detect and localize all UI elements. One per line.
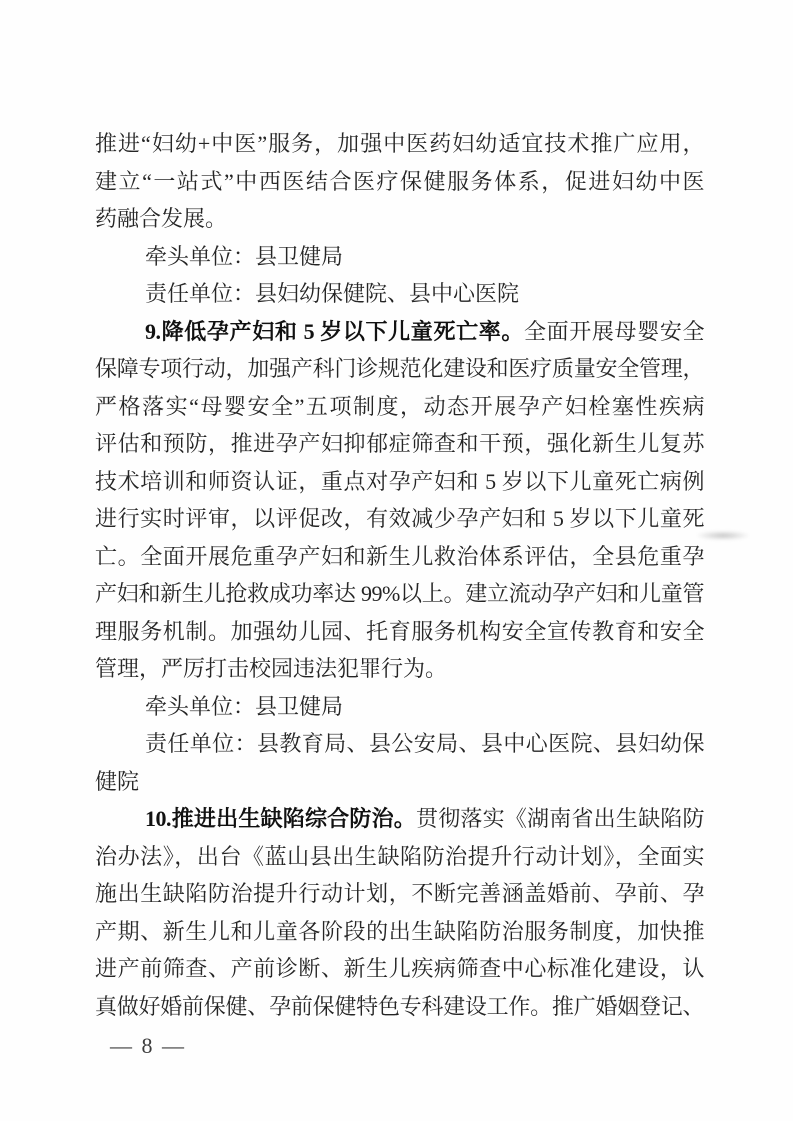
section-9-body-line: 技术培训和师资认证，重点对孕产妇和 5 岁以下儿童死亡病例 <box>95 468 704 494</box>
page-number: — 8 — <box>110 1033 186 1058</box>
section-10-heading: 10.推进出生缺陷综合防治。 <box>145 806 416 831</box>
section-10-opening-line <box>95 800 704 838</box>
section-9-body-line: 产妇和新生儿抢救成功率达 99%以上。建立流动孕产妇和儿童管 <box>95 581 704 606</box>
section-10-body-line: 产期、新生儿和儿童各阶段的出生缺陷防治服务制度，加快推 <box>95 918 704 944</box>
responsible-unit-line: 责任单位：县教育局、县公安局、县中心医院、县妇幼保 <box>145 731 704 756</box>
section-10-body-line: 真做好婚前保健、孕前保健特色专科建设工作。推广婚姻登记、 <box>95 993 704 1019</box>
section-10-body-line: 进产前筛查、产前诊断、新生儿疾病筛查中心标准化建设，认 <box>95 956 704 981</box>
section-9-body-line: 严格落实“母婴安全”五项制度，动态开展孕产妇栓塞性疾病 <box>95 393 704 419</box>
section-9-body-line: 管理，严厉打击校园违法犯罪行为。 <box>95 656 448 681</box>
intro-paragraph-line: 药融合发展。 <box>95 206 228 231</box>
section-10-body-line: 治办法》，出台《蓝山县出生缺陷防治提升行动计划》，全面实 <box>95 843 704 869</box>
section-9-body-line: 评估和预防，推进孕产妇抑郁症筛查和干预，强化新生儿复苏 <box>95 431 704 456</box>
lead-unit-line: 牵头单位：县卫健局 <box>145 243 344 269</box>
section-9-body-text: 全面开展母婴安全 <box>524 318 704 344</box>
section-10-body-line: 施出生缺陷防治提升行动计划，不断完善涵盖婚前、孕前、孕 <box>95 881 704 906</box>
lead-unit-line: 牵头单位：县卫健局 <box>145 693 344 719</box>
page-body-text <box>95 125 704 1025</box>
section-10-body-text: 贯彻落实《湖南省出生缺陷防 <box>416 806 704 831</box>
section-9-body-line: 理服务机制。加强幼儿园、托育服务机构安全宣传教育和安全 <box>95 618 704 644</box>
section-9-body-line: 进行实时评审，以评促改，有效减少孕产妇和 5 岁以下儿童死 <box>95 506 704 531</box>
responsible-unit-line: 健院 <box>95 768 140 794</box>
intro-paragraph-line: 建立“一站式”中西医结合医疗保健服务体系，促进妇幼中医 <box>95 168 704 194</box>
scan-smudge-artifact <box>697 531 749 540</box>
intro-paragraph-line: 推进“妇幼+中医”服务，加强中医药妇幼适宜技术推广应用， <box>95 131 704 156</box>
section-9-opening-line <box>95 313 704 351</box>
responsible-unit-line: 责任单位：县妇幼保健院、县中心医院 <box>145 281 520 306</box>
section-9-body-line: 保障专项行动，加强产科门诊规范化建设和医疗质量安全管理， <box>95 356 704 381</box>
section-9-heading: 9.降低孕产妇和 5 岁以下儿童死亡率。 <box>145 318 524 344</box>
section-9-body-line: 亡。全面开展危重孕产妇和新生儿救治体系评估，全县危重孕 <box>95 543 704 569</box>
